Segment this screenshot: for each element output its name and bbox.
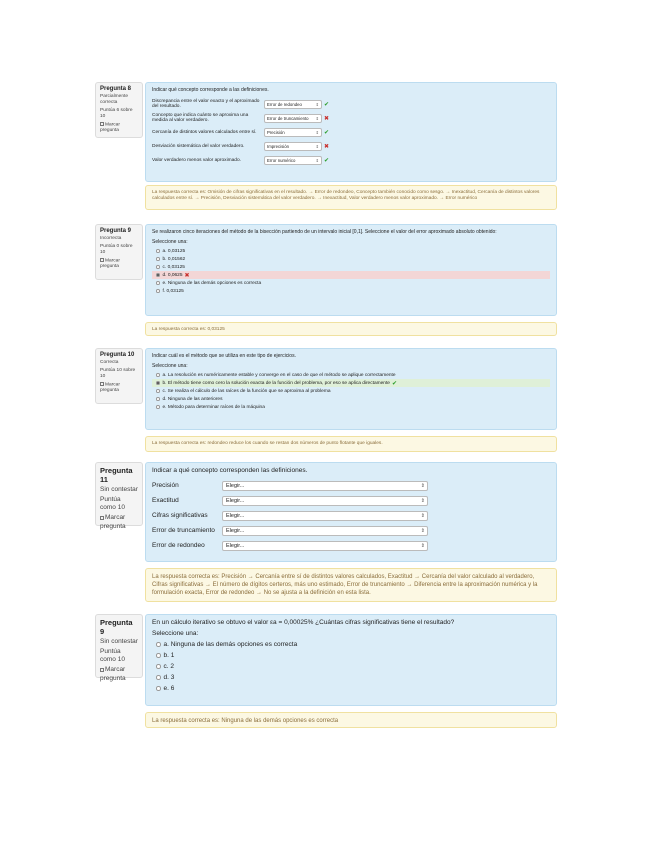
question-8: [95, 82, 557, 210]
question-text: Indicar cuál es el método que se utiliza en este tipo de ejercicios.: [152, 353, 296, 359]
match-row: Precisión Elegir... ⇕: [152, 478, 550, 493]
question-info: [95, 348, 143, 404]
question-card: [145, 348, 557, 430]
radio-icon: [156, 389, 160, 393]
flag-question-link[interactable]: Marcar pregunta: [100, 382, 120, 394]
answer-option-selected[interactable]: b. El método tiene como cero la solución exacta de la función del problema, por eso se aplica directamente ✔: [152, 379, 550, 387]
radio-icon: [156, 373, 160, 377]
select-label: Seleccione una:: [152, 630, 199, 637]
question-info: [95, 82, 143, 138]
radio-icon: [156, 273, 160, 277]
answer-select[interactable]: Elegir... ⇕: [222, 526, 428, 536]
feedback-box: La respuesta correcta es: redondeo reduce los cuando se restan dos números de punto flotante que iguales.: [145, 436, 557, 452]
answer-option[interactable]: a. La resolución es numéricamente estable y converge en el caso de que el método se aplique correctamente: [152, 371, 550, 379]
flag-icon: [100, 382, 104, 386]
radio-icon: [156, 281, 160, 285]
answer-select[interactable]: Precisión ⇕: [264, 128, 322, 137]
answer-select[interactable]: Error de truncamiento ⇕: [264, 114, 322, 123]
answer-option[interactable]: e. 6: [152, 683, 550, 694]
question-grade: Puntúa 10 sobre 10: [100, 367, 136, 379]
select-arrow-icon: ⇕: [420, 482, 425, 489]
question-info: [95, 614, 143, 682]
flag-icon: [100, 668, 104, 672]
answer-option[interactable]: e. Ninguna de las demás opciones es correcta: [152, 279, 550, 287]
radio-icon: [156, 257, 160, 261]
radio-icon: [156, 642, 161, 647]
question-card: [145, 224, 557, 316]
feedback-box: La respuesta correcta es: Precisión → Cercanía entre sí de distintos valores calculados, Exactitud → Cercanía del valor calculado al verdadero, Cifras significativas → El número de dígitos certeros, más uno estimado, Error de truncamiento → Diferencia entre la aproximación numérica y la formulación exacta, Error de redondeo → No se ajusta a la definición en esta lista.: [145, 568, 557, 602]
question-status: Incorrecta: [100, 236, 122, 241]
check-icon: ✔: [324, 157, 330, 164]
radio-icon: [156, 397, 160, 401]
flag-question-link[interactable]: Marcar pregunta: [100, 666, 126, 682]
answer-option[interactable]: a. Ninguna de las demás opciones es correcta: [152, 639, 550, 650]
question-9-second: [95, 614, 557, 734]
select-label: Seleccione una:: [152, 363, 188, 369]
match-row: Desviación sistemática del valor verdadero. Imprecisión ⇕ ✖: [152, 143, 330, 150]
answer-option[interactable]: c. 0,03125: [152, 263, 550, 271]
answer-option[interactable]: e. Método para determinar raíces de la máquina: [152, 403, 550, 411]
radio-icon: [156, 405, 160, 409]
question-card: [145, 82, 557, 182]
question-9: [95, 224, 557, 342]
select-arrow-icon: ⇕: [315, 101, 319, 107]
cross-icon: ✖: [324, 143, 330, 150]
flag-question-link[interactable]: Marcar pregunta: [100, 514, 126, 530]
question-info: [95, 462, 143, 530]
question-text: Se realizaron cinco iteraciones del método de la bisección partiendo de un intervalo inicial [0,1]. Seleccione el valor del error aproximado absoluto obtenido:: [152, 229, 497, 235]
select-arrow-icon: ⇕: [315, 115, 319, 121]
question-number: Pregunta 11: [100, 466, 133, 484]
cross-icon: ✖: [324, 115, 330, 122]
answer-option[interactable]: a. 0,03125: [152, 247, 550, 255]
radio-icon: [156, 686, 161, 691]
answer-select[interactable]: Elegir... ⇕: [222, 496, 428, 506]
question-text: En un cálculo iterativo se obtuvo el valor εa = 0,00025% ¿Cuántas cifras significativas tiene el resultado?: [152, 619, 455, 626]
select-arrow-icon: ⇕: [315, 129, 319, 135]
answer-select[interactable]: Error numérico ⇕: [264, 156, 322, 165]
question-grade: Puntúa 0 sobre 10: [100, 243, 133, 255]
flag-icon: [100, 516, 104, 520]
feedback-box: La respuesta correcta es: Ninguna de las demás opciones es correcta: [145, 712, 557, 728]
question-status: Correcta: [100, 360, 119, 365]
question-number: Pregunta 9: [100, 228, 132, 234]
match-row: Cercanía de distintos valores calculados entre sí. Precisión ⇕ ✔: [152, 129, 330, 136]
feedback-box: La respuesta correcta es: Omisión de cifras significativas en el resultado. → Error de redondeo, Concepto también conocido como sesgo. → Inexactitud, Cercanía de distintos valores calculados entre sí. → Precisión, Desviación sistemática del valor verdadero. → Inexactitud, Valor verdadero menos valor aproximado. → Error numérico: [145, 185, 557, 210]
answer-option[interactable]: d. Ninguna de las anteriores: [152, 395, 550, 403]
answer-option[interactable]: f. 0,03125: [152, 287, 550, 295]
radio-icon: [156, 289, 160, 293]
select-arrow-icon: ⇕: [315, 143, 319, 149]
question-status: Sin contestar: [100, 486, 138, 493]
select-arrow-icon: ⇕: [420, 542, 425, 549]
answer-select[interactable]: Elegir... ⇕: [222, 541, 428, 551]
match-row: Cifras significativas Elegir... ⇕: [152, 508, 550, 523]
select-arrow-icon: ⇕: [315, 157, 319, 163]
feedback-box: La respuesta correcta es: 0,03125: [145, 322, 557, 336]
radio-icon: [156, 653, 161, 658]
answer-option[interactable]: b. 0,01562: [152, 255, 550, 263]
question-grade: Puntúa como 10: [100, 648, 125, 664]
radio-icon: [156, 664, 161, 669]
question-number: Pregunta 8: [100, 86, 132, 92]
radio-icon: [156, 675, 161, 680]
check-icon: ✔: [324, 101, 330, 108]
answer-option-selected[interactable]: d. 0,0625 ✖: [152, 271, 550, 279]
question-text: Indicar a qué concepto corresponden las definiciones.: [152, 467, 308, 474]
radio-icon: [156, 265, 160, 269]
answer-option[interactable]: d. 3: [152, 672, 550, 683]
question-info: [95, 224, 143, 280]
question-10: [95, 348, 557, 458]
match-row: Discrepancia entre el valor exacto y el aproximado del resultado. Error de redondeo ⇕ ✔: [152, 99, 330, 109]
answer-select[interactable]: Error de redondeo ⇕: [264, 100, 322, 109]
match-row: Valor verdadero menos valor aproximado. Error numérico ⇕ ✔: [152, 157, 330, 164]
question-number: Pregunta 10: [100, 352, 135, 358]
match-row: Exactitud Elegir... ⇕: [152, 493, 550, 508]
answer-select[interactable]: Elegir... ⇕: [222, 511, 428, 521]
match-row: Error de redondeo Elegir... ⇕: [152, 538, 550, 553]
flag-question-link[interactable]: Marcar pregunta: [100, 258, 120, 270]
cross-icon: ✖: [184, 272, 190, 279]
question-status: Sin contestar: [100, 638, 138, 645]
answer-select[interactable]: Imprecisión ⇕: [264, 142, 322, 151]
select-arrow-icon: ⇕: [420, 512, 425, 519]
select-arrow-icon: ⇕: [420, 497, 425, 504]
flag-question-link[interactable]: Marcar pregunta: [100, 122, 120, 134]
question-text: Indicar qué concepto corresponde a las definiciones.: [152, 87, 269, 93]
match-row: Concepto que indica cuánto se aproxima una medida al valor verdadero. Error de truncamiento ⇕ ✖: [152, 113, 330, 123]
match-row: Error de truncamiento Elegir... ⇕: [152, 523, 550, 538]
radio-icon: [156, 249, 160, 253]
check-icon: ✔: [391, 380, 397, 387]
check-icon: ✔: [324, 129, 330, 136]
answer-select[interactable]: Elegir... ⇕: [222, 481, 428, 491]
answer-option[interactable]: c. 2: [152, 661, 550, 672]
question-grade: Puntúa 6 sobre 10: [100, 107, 133, 119]
question-card: [145, 614, 557, 706]
answer-option[interactable]: b. 1: [152, 650, 550, 661]
question-11: [95, 462, 557, 604]
question-card: [145, 462, 557, 562]
answer-option[interactable]: c. Se realiza el cálculo de las raíces de la función que se aproxima al problema: [152, 387, 550, 395]
question-number: Pregunta 9: [100, 618, 133, 636]
flag-icon: [100, 122, 104, 126]
select-label: Seleccione una:: [152, 239, 188, 245]
radio-icon: [156, 381, 160, 385]
select-arrow-icon: ⇕: [420, 527, 425, 534]
question-status: Parcialmente correcta: [100, 94, 128, 105]
question-grade: Puntúa como 10: [100, 496, 125, 512]
flag-icon: [100, 258, 104, 262]
